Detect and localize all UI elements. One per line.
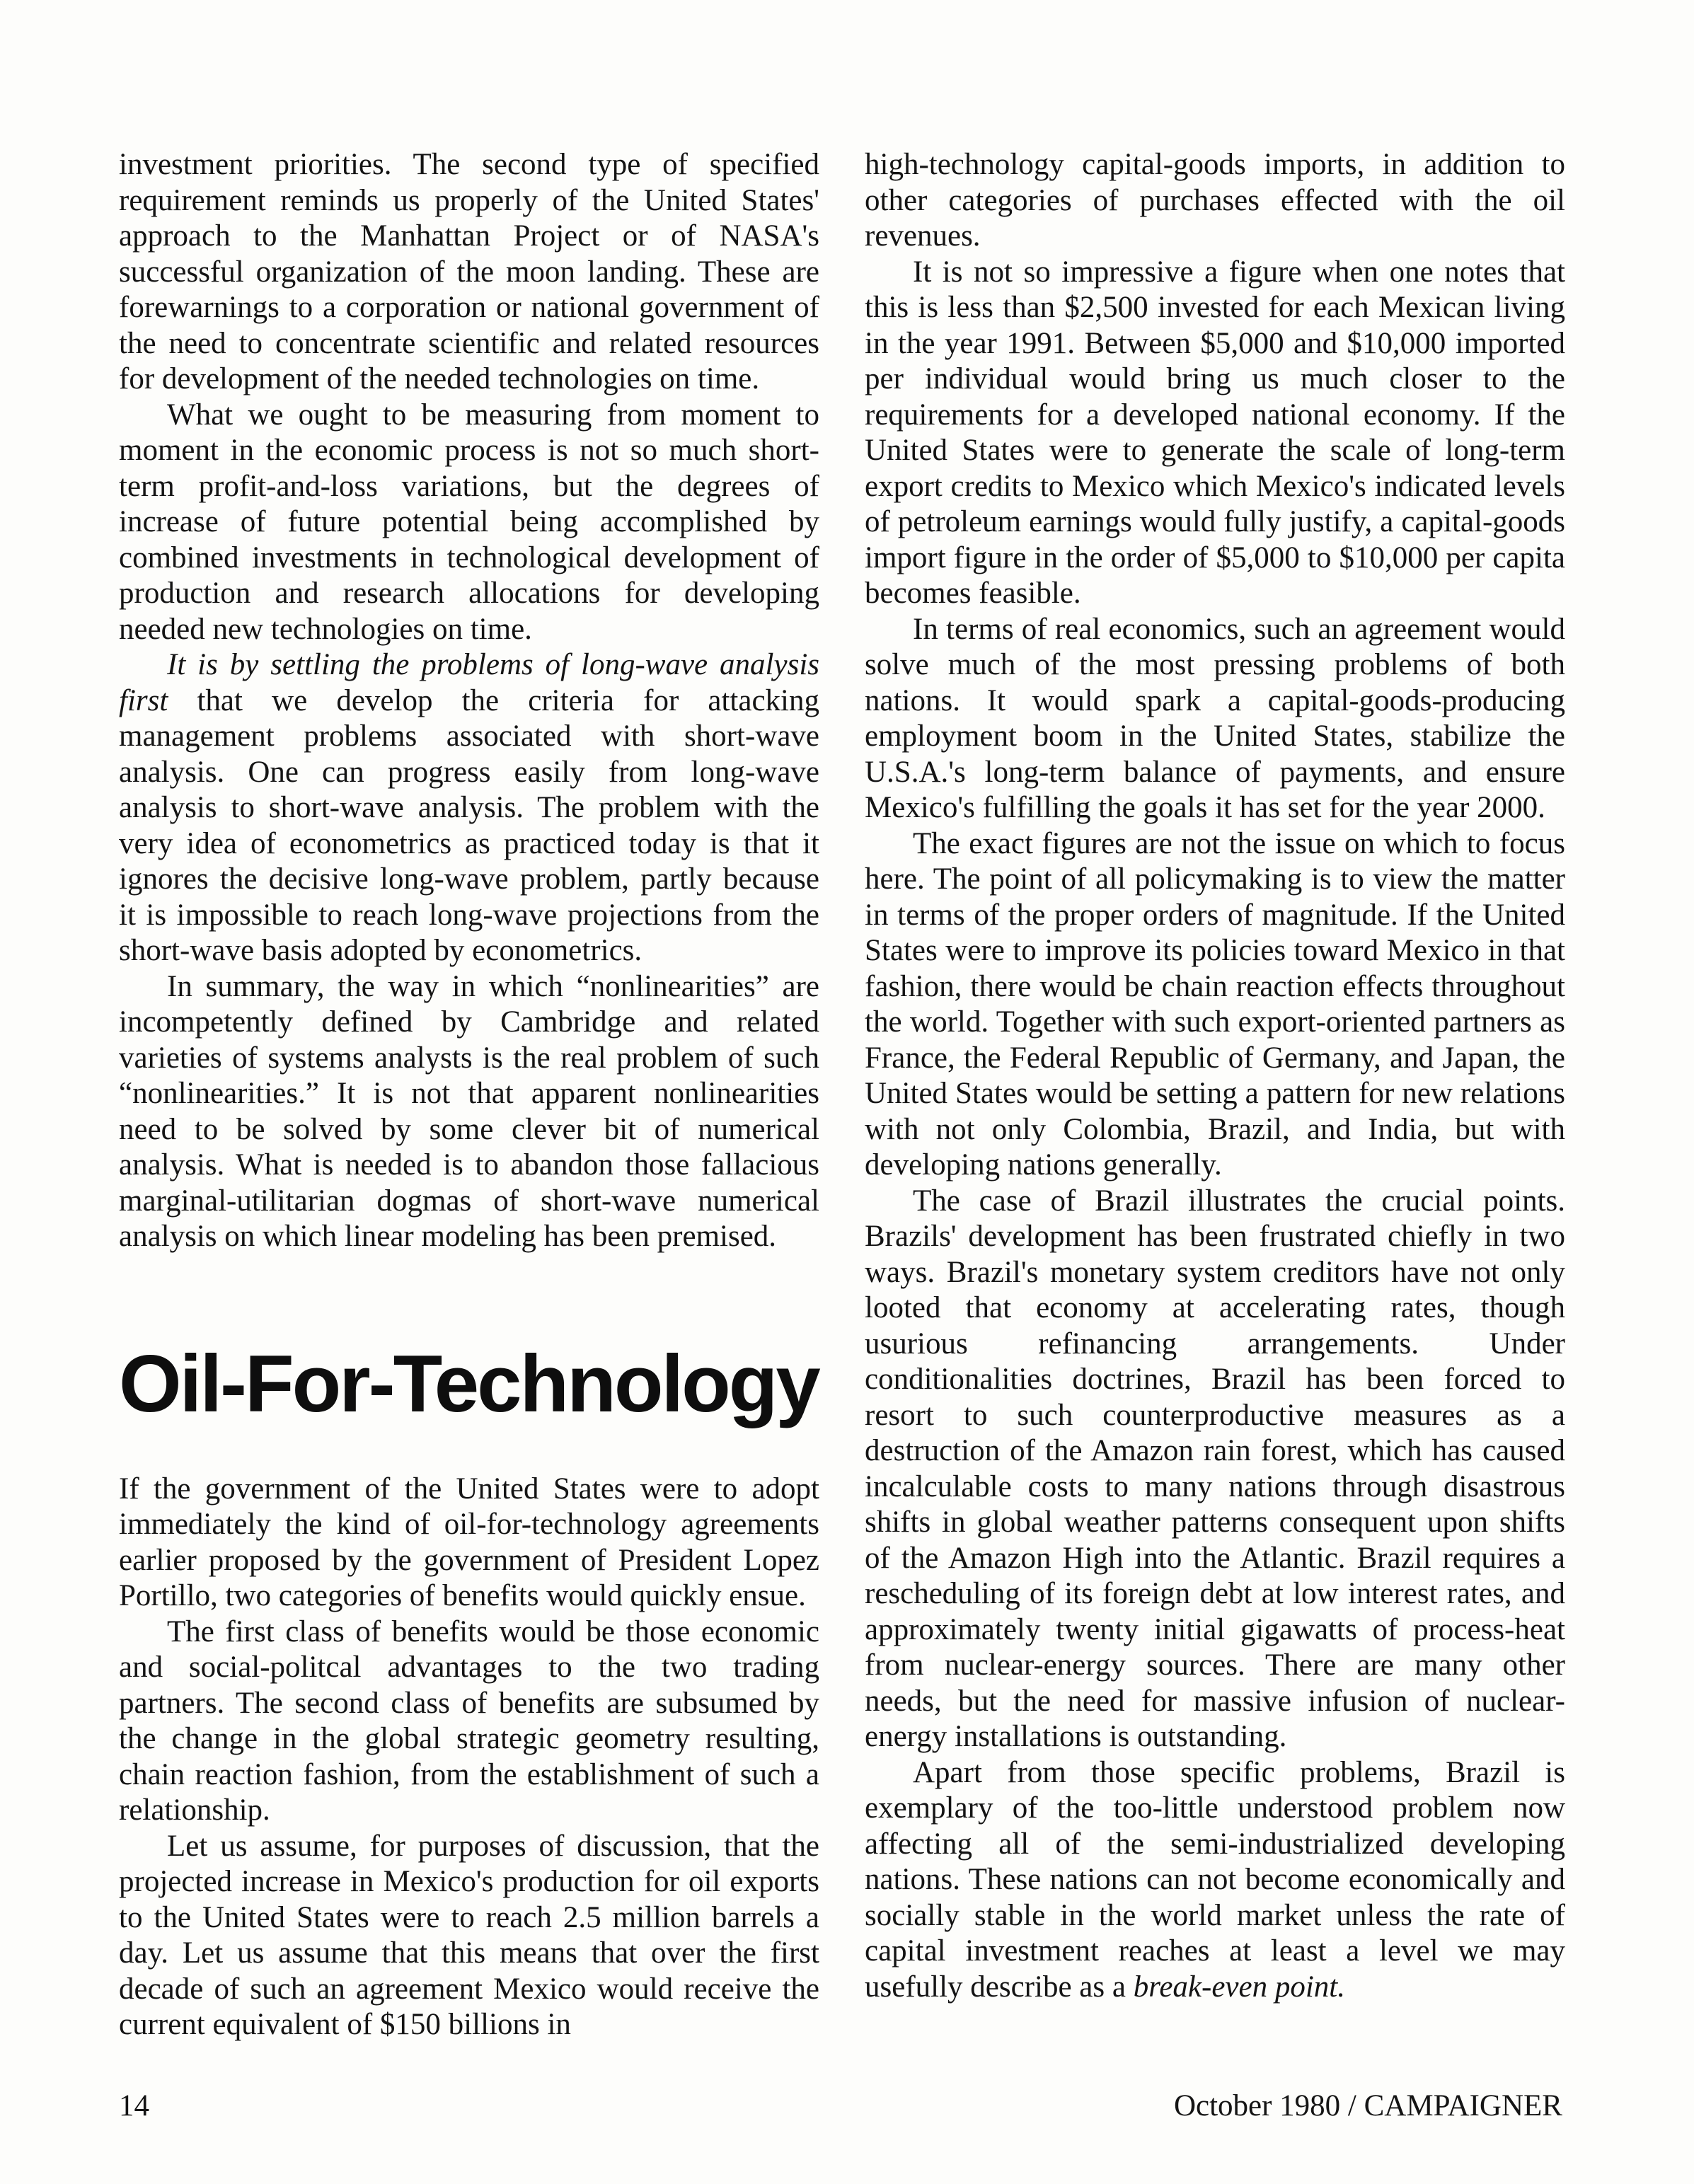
paragraph — [119, 647, 819, 969]
issue-line: October 1980 / CAMPAIGNER — [1173, 2089, 1562, 2122]
paragraph: Let us assume, for purposes of discussion, that the projected increase in Mexico's production for oil exports to the United States were to reach 2.5 million barrels a day. Let us assume that this means that over the first decade of such an agreement Mexico would receive the current equivalent of $150 billions in — [119, 1829, 819, 2041]
section-heading: Oil-For-Technology — [119, 1339, 819, 1429]
left-column — [119, 147, 819, 2043]
paragraph: It is not so impressive a figure when one notes that this is less than $2,500 invested for each Mexican living in the year 1991. Between $5,000 and $10,000 imported per individual would bring us much closer to the requirements for a developed national economy. If the United States were to generate the scale of long-term export credits to Mexico which Mexico's indicated levels of petroleum earnings would fully justify, a capital-goods import figure in the order of $5,000 to $10,000 per capita becomes feasible. — [865, 255, 1565, 610]
italic-lead: It is by settling the problems of long-wave analysis first — [119, 648, 819, 717]
paragraph — [865, 1755, 1565, 2006]
paragraph: high-technology capital-goods imports, in addition to other categories of purchases effected with the oil revenues. — [865, 148, 1565, 253]
italic-term: break-even point. — [1133, 1970, 1345, 2004]
paragraph: In summary, the way in which “nonlinearities” are incompetently defined by Cambridge and related varieties of systems analysts is the real problem of such “nonlinearities.” It is not that apparent nonlinearities need to be solved by some clever bit of numerical analysis. What is needed is to abandon those fallacious marginal-utilitarian dogmas of short-wave numerical analysis on which linear modeling has been premised. — [119, 969, 819, 1253]
paragraph: What we ought to be measuring from moment to moment in the economic process is not so much short-term profit-and-loss variations, but the degrees of increase of future potential being accomplished by combined investments in technological development of production and research allocations for developing needed new technologies on time. — [119, 398, 819, 646]
right-column — [865, 147, 1565, 2005]
page-number: 14 — [119, 2089, 149, 2122]
paragraph: investment priorities. The second type of specified requirement reminds us properly of the United States' approach to the Manhattan Project or of NASA's successful organization of the moon landing. These are forewarnings to a corporation or national government of the need to concentrate scientific and related resources for development of the needed technologies on time. — [119, 148, 819, 395]
paragraph: If the government of the United States were to adopt immediately the kind of oil-for-technology agreements earlier proposed by the government of President Lopez Portillo, two categories of benefits would quickly ensue. — [119, 1472, 819, 1612]
paragraph: The exact figures are not the issue on which to focus here. The point of all policymaking is to view the matter in terms of the proper orders of magnitude. If the United States were to improve its policies toward Mexico in that fashion, there would be chain reaction effects throughout the world. Together with such export-oriented partners as France, the Federal Republic of Germany, and Japan, the United States would be setting a pattern for new relations with not only Colombia, Brazil, and India, but with developing nations generally. — [865, 826, 1565, 1181]
paragraph-text: Apart from those specific problems, Brazil is exemplary of the too-little understood problem now affecting all of the semi-industrialized developing nations. These nations can not become economically and socially stable in the world market unless the rate of capital investment reaches at least a level we may usefully describe as a — [865, 1755, 1565, 2004]
paragraph: The first class of benefits would be those economic and social-politcal advantages to the two trading partners. The second class of benefits are subsumed by the change in the global strategic geometry resulting, chain reaction fashion, from the establishment of such a relationship. — [119, 1614, 819, 1827]
paragraph-text: that we develop the criteria for attacking management problems associated with short-wave analysis. One can progress easily from long-wave analysis to short-wave analysis. The problem with the very idea of econometrics as practiced today is that it ignores the decisive long-wave problem, partly because it is impossible to reach long-wave projections from the short-wave basis adopted by econometrics. — [119, 683, 819, 967]
paragraph: The case of Brazil illustrates the crucial points. Brazils' development has been frustrated chiefly in two ways. Brazil's monetary system creditors have not only looted that economy at accelerating rates, though usurious refinancing arrangements. Under conditionalities doctrines, Brazil has been forced to resort to such counterproductive measures as a destruction of the Amazon rain forest, which has caused incalculable costs to many nations through disastrous shifts in global weather patterns consequent upon shifts of the Amazon High into the Atlantic. Brazil requires a rescheduling of its foreign debt at low interest rates, and approximately twenty initial gigawatts of process-heat from nuclear-energy sources. There are many other needs, but the need for massive infusion of nuclear-energy installations is outstanding. — [865, 1184, 1565, 1753]
paragraph: In terms of real economics, such an agreement would solve much of the most pressing problems of both nations. It would spark a capital-goods-producing employment boom in the United States, stabilize the U.S.A.'s long-term balance of payments, and ensure Mexico's fulfilling the goals it has set for the year 2000. — [865, 612, 1565, 824]
